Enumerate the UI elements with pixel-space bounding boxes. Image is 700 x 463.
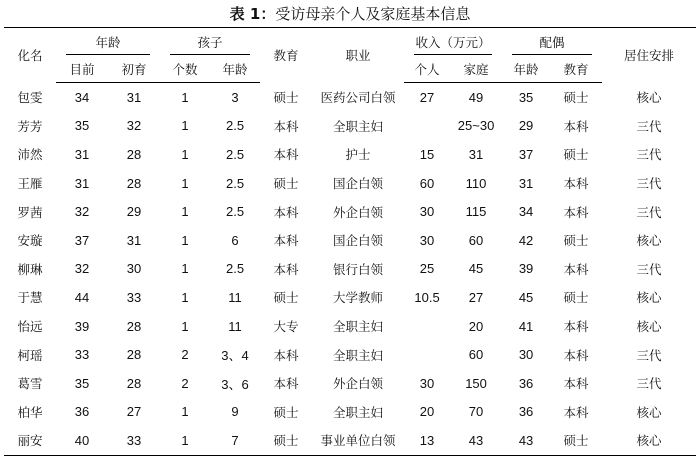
cell-children-count: 1: [181, 261, 189, 277]
header-living: 居住安排: [624, 48, 675, 64]
cell-spouse-age: 42: [518, 232, 534, 248]
header-income-family: 家庭: [450, 55, 502, 83]
cell-education: 本科: [273, 147, 299, 163]
cell-children-age: 3、6: [221, 376, 249, 392]
cell-age-current: 40: [74, 432, 90, 448]
caption-title: 受访母亲个人及家庭基本信息: [275, 5, 471, 23]
cell-children-count: 2: [181, 347, 189, 363]
table-row: [4, 369, 696, 398]
cell-spouse-age: 41: [518, 318, 534, 334]
cell-occupation: 全职主妇: [333, 319, 384, 335]
header-income-personal: 个人: [404, 55, 450, 83]
cell-living: 核心: [636, 433, 662, 449]
cell-children-age: 3、4: [221, 348, 249, 364]
cell-living: 三代: [636, 347, 662, 363]
cell-children-count: 2: [181, 375, 189, 391]
cell-income-family: 45: [468, 261, 484, 277]
cell-education: 本科: [273, 347, 299, 363]
cell-children-count: 1: [181, 432, 189, 448]
header-occupation: 职业: [345, 48, 371, 64]
header-income: 收入（万元）: [404, 28, 502, 56]
cell-children-count: 1: [181, 89, 189, 105]
cell-children-count: 1: [181, 175, 189, 191]
cell-spouse-edu: 硕士: [563, 233, 589, 249]
cell-education: 本科: [273, 233, 299, 249]
mother-info-table: [4, 27, 696, 456]
header-age-first: 初育: [108, 55, 160, 83]
table-row: [4, 197, 696, 226]
table-row: [4, 283, 696, 312]
cell-age-first: 29: [126, 204, 142, 220]
cell-children-age: 2.5: [225, 118, 245, 134]
cell-age-first: 32: [126, 118, 142, 134]
cell-spouse-age: 30: [518, 347, 534, 363]
cell-living: 核心: [636, 404, 662, 420]
cell-education: 硕士: [273, 176, 299, 192]
cell-spouse-edu: 本科: [563, 404, 589, 420]
cell-spouse-edu: 本科: [563, 204, 589, 220]
cell-income-personal: 15: [419, 146, 435, 162]
cell-living: 三代: [636, 376, 662, 392]
table-caption: [0, 4, 700, 24]
cell-name: 于慧: [17, 290, 43, 306]
cell-children-age: 6: [231, 232, 239, 248]
cell-income-personal: [404, 312, 450, 341]
cell-children-age: 2.5: [225, 204, 245, 220]
cell-age-current: 37: [74, 232, 90, 248]
cell-spouse-age: 36: [518, 404, 534, 420]
cell-education: 硕士: [273, 90, 299, 106]
cell-age-current: 39: [74, 318, 90, 334]
cell-spouse-age: 45: [518, 289, 534, 305]
cell-income-personal: [404, 112, 450, 141]
cell-spouse-edu: 本科: [563, 347, 589, 363]
table-body: [4, 83, 696, 456]
cell-education: 大专: [273, 319, 299, 335]
cell-spouse-age: 34: [518, 204, 534, 220]
cell-children-age: 2.5: [225, 261, 245, 277]
header-age-current: 目前: [56, 55, 108, 83]
cell-occupation: 外企白领: [333, 204, 384, 220]
cell-children-age: 2.5: [225, 175, 245, 191]
cell-living: 核心: [636, 290, 662, 306]
cell-income-family: 150: [465, 375, 487, 391]
cell-income-personal: 30: [419, 232, 435, 248]
cell-age-first: 31: [126, 89, 142, 105]
cell-name: 柯瑶: [17, 347, 43, 363]
cell-age-first: 31: [126, 232, 142, 248]
cell-spouse-age: 35: [518, 89, 534, 105]
cell-age-current: 35: [74, 375, 90, 391]
cell-spouse-age: 43: [518, 432, 534, 448]
cell-name: 柳琳: [17, 261, 43, 277]
cell-age-current: 34: [74, 89, 90, 105]
cell-age-first: 33: [126, 432, 142, 448]
cell-income-personal: 27: [419, 89, 435, 105]
cell-living: 三代: [636, 118, 662, 134]
cell-age-first: 30: [126, 261, 142, 277]
cell-spouse-age: 31: [518, 175, 534, 191]
table-row: [4, 312, 696, 341]
cell-income-family: 27: [468, 289, 484, 305]
cell-income-personal: 25: [419, 261, 435, 277]
cell-income-family: 49: [468, 89, 484, 105]
cell-occupation: 事业单位白领: [320, 433, 396, 449]
cell-income-family: 70: [468, 404, 484, 420]
cell-children-count: 1: [181, 404, 189, 420]
header-education: 教育: [273, 48, 299, 64]
cell-spouse-edu: 硕士: [563, 147, 589, 163]
cell-age-current: 31: [74, 146, 90, 162]
cell-occupation: 全职主妇: [333, 404, 384, 420]
cell-age-current: 33: [74, 347, 90, 363]
cell-occupation: 医药公司白领: [320, 90, 396, 106]
table-row: [4, 340, 696, 369]
cell-income-personal: 20: [419, 404, 435, 420]
cell-children-count: 1: [181, 146, 189, 162]
cell-spouse-edu: 本科: [563, 261, 589, 277]
cell-income-personal: 30: [419, 204, 435, 220]
cell-income-personal: 30: [419, 375, 435, 391]
cell-income-family: 60: [468, 232, 484, 248]
table-row: [4, 426, 696, 455]
cell-spouse-age: 36: [518, 375, 534, 391]
cell-name: 沛然: [17, 147, 43, 163]
cell-name: 安璇: [17, 233, 43, 249]
cell-children-count: 1: [181, 289, 189, 305]
cell-income-family: 110: [465, 175, 487, 191]
cell-spouse-edu: 本科: [563, 376, 589, 392]
cell-income-family: 20: [468, 318, 484, 334]
cell-spouse-age: 39: [518, 261, 534, 277]
cell-spouse-edu: 硕士: [563, 290, 589, 306]
cell-occupation: 护士: [345, 147, 371, 163]
cell-name: 葛雪: [17, 376, 43, 392]
cell-age-current: 44: [74, 289, 90, 305]
cell-children-age: 3: [231, 89, 239, 105]
cell-age-first: 28: [126, 318, 142, 334]
cell-occupation: 外企白领: [333, 376, 384, 392]
cell-spouse-edu: 本科: [563, 176, 589, 192]
cell-name: 丽安: [17, 433, 43, 449]
cell-occupation: 银行白领: [333, 261, 384, 277]
header-children: 孩子: [160, 28, 260, 56]
header-spouse-age: 年龄: [502, 55, 550, 83]
cell-living: 三代: [636, 261, 662, 277]
cell-children-age: 9: [231, 404, 239, 420]
cell-living: 三代: [636, 204, 662, 220]
cell-spouse-edu: 本科: [563, 118, 589, 134]
cell-spouse-edu: 本科: [563, 319, 589, 335]
header-children-count: 个数: [160, 55, 210, 83]
cell-age-first: 28: [126, 146, 142, 162]
cell-living: 三代: [636, 147, 662, 163]
cell-income-family: 31: [468, 146, 484, 162]
cell-living: 核心: [636, 233, 662, 249]
cell-income-family: 43: [468, 432, 484, 448]
header-children-age: 年龄: [210, 55, 260, 83]
cell-occupation: 大学教师: [333, 290, 384, 306]
cell-occupation: 国企白领: [333, 233, 384, 249]
cell-education: 本科: [273, 204, 299, 220]
cell-spouse-age: 29: [518, 118, 534, 134]
cell-living: 三代: [636, 176, 662, 192]
cell-age-first: 28: [126, 175, 142, 191]
cell-children-age: 11: [228, 289, 242, 305]
cell-name: 王雁: [17, 176, 43, 192]
cell-children-count: 1: [181, 232, 189, 248]
cell-education: 本科: [273, 376, 299, 392]
table-row: [4, 226, 696, 255]
caption-label: 表 1：: [229, 5, 276, 23]
cell-income-family: 25~30: [457, 118, 495, 134]
table-row: [4, 83, 696, 112]
cell-education: 硕士: [273, 433, 299, 449]
cell-name: 包雯: [17, 90, 43, 106]
cell-children-count: 1: [181, 204, 189, 220]
cell-children-age: 2.5: [225, 146, 245, 162]
cell-education: 硕士: [273, 404, 299, 420]
cell-living: 核心: [636, 90, 662, 106]
cell-spouse-edu: 硕士: [563, 90, 589, 106]
header-name: 化名: [17, 48, 43, 64]
cell-children-count: 1: [181, 318, 189, 334]
cell-occupation: 国企白领: [333, 176, 384, 192]
cell-spouse-age: 37: [518, 146, 534, 162]
cell-name: 罗茜: [17, 204, 43, 220]
cell-name: 芳芳: [17, 118, 43, 134]
cell-income-personal: 60: [419, 175, 435, 191]
cell-income-personal: 13: [419, 432, 435, 448]
cell-age-first: 33: [126, 289, 142, 305]
cell-income-personal: 10.5: [414, 289, 440, 305]
cell-children-count: 1: [181, 118, 189, 134]
cell-age-current: 32: [74, 204, 90, 220]
cell-children-age: 11: [228, 318, 242, 334]
cell-education: 本科: [273, 261, 299, 277]
header-spouse: 配偶: [502, 28, 602, 56]
cell-living: 核心: [636, 319, 662, 335]
cell-age-current: 35: [74, 118, 90, 134]
cell-income-family: 60: [468, 347, 484, 363]
table-row: [4, 255, 696, 284]
table-row: [4, 140, 696, 169]
cell-education: 本科: [273, 118, 299, 134]
cell-income-personal: [404, 340, 450, 369]
cell-age-current: 36: [74, 404, 90, 420]
cell-education: 硕士: [273, 290, 299, 306]
cell-spouse-edu: 硕士: [563, 433, 589, 449]
header-spouse-edu: 教育: [550, 55, 602, 83]
cell-age-current: 31: [74, 175, 90, 191]
table-row: [4, 112, 696, 141]
cell-income-family: 115: [465, 204, 487, 220]
cell-age-first: 27: [126, 404, 142, 420]
cell-age-current: 32: [74, 261, 90, 277]
table-row: [4, 169, 696, 198]
cell-name: 怡远: [17, 319, 43, 335]
header-age: 年龄: [56, 28, 160, 56]
cell-occupation: 全职主妇: [333, 118, 384, 134]
cell-children-age: 7: [231, 432, 239, 448]
cell-occupation: 全职主妇: [333, 347, 384, 363]
cell-age-first: 28: [126, 347, 142, 363]
cell-age-first: 28: [126, 375, 142, 391]
table-row: [4, 398, 696, 427]
cell-name: 柏华: [17, 404, 43, 420]
